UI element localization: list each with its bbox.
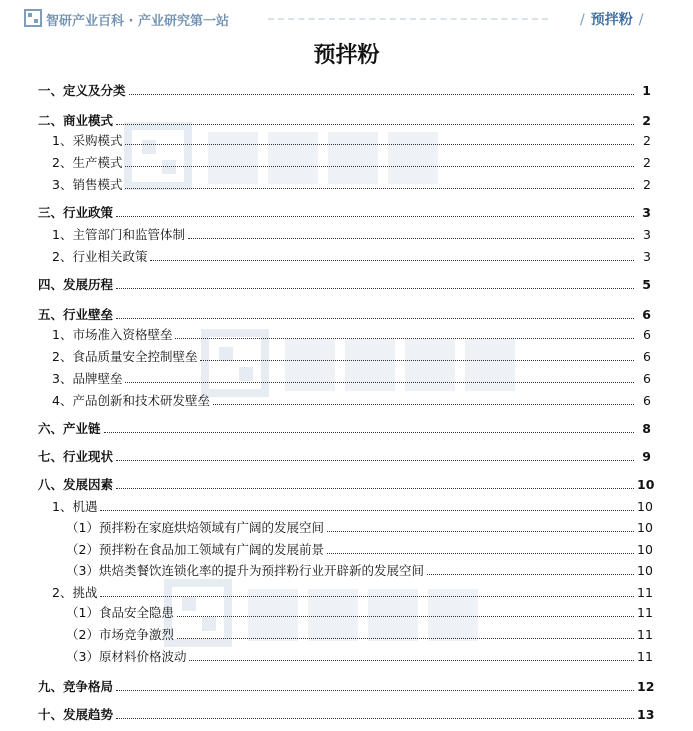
toc-subsection[interactable] bbox=[0, 580, 693, 600]
toc-dot-leader bbox=[175, 338, 634, 339]
brand-name: 智研产业百科 · 产业研究第一站 bbox=[46, 14, 229, 29]
toc-entry-label: 4、产品创新和技术研发壁垒 bbox=[52, 393, 210, 408]
toc-subsection[interactable] bbox=[0, 558, 693, 578]
toc-page-number: 10 bbox=[637, 563, 653, 578]
toc-section[interactable] bbox=[0, 272, 693, 292]
toc-dot-leader bbox=[150, 260, 634, 261]
toc-dot-leader bbox=[116, 460, 634, 461]
toc-dot-leader bbox=[116, 718, 634, 719]
toc-entry-label: 2、生产模式 bbox=[52, 155, 123, 170]
toc-page-number: 11 bbox=[637, 649, 653, 664]
page-title: 预拌粉 bbox=[313, 42, 380, 68]
toc-entry-label: 一、定义及分类 bbox=[38, 83, 126, 98]
toc-section[interactable] bbox=[0, 674, 693, 694]
toc-entry-label: 2、食品质量安全控制壁垒 bbox=[52, 349, 198, 364]
toc-page-number: 6 bbox=[643, 371, 651, 386]
toc-dot-leader bbox=[327, 531, 634, 532]
toc-dot-leader bbox=[116, 318, 634, 319]
toc-entry-label: （3）烘焙类餐饮连锁化率的提升为预拌粉行业开辟新的发展空间 bbox=[66, 563, 424, 578]
toc-entry-label: 十、发展趋势 bbox=[38, 707, 114, 722]
toc-dot-leader bbox=[125, 166, 634, 167]
toc-dot-leader bbox=[189, 660, 634, 661]
toc-page-number: 1 bbox=[642, 83, 651, 98]
toc-entry-label: 3、销售模式 bbox=[52, 177, 123, 192]
toc-subsection[interactable] bbox=[0, 622, 693, 642]
toc-page-number: 2 bbox=[643, 177, 651, 192]
toc-entry-label: 三、行业政策 bbox=[38, 205, 114, 220]
breadcrumb-separator-icon: / bbox=[638, 12, 644, 28]
toc-subsection[interactable] bbox=[0, 537, 693, 557]
toc-dot-leader bbox=[125, 188, 634, 189]
toc-entry-label: 七、行业现状 bbox=[38, 449, 114, 464]
toc-entry-label: （2）市场竞争激烈 bbox=[66, 627, 174, 642]
toc-dot-leader bbox=[100, 596, 634, 597]
toc-subsection[interactable] bbox=[0, 494, 693, 514]
toc-dot-leader bbox=[104, 432, 634, 433]
toc-subsection[interactable] bbox=[0, 600, 693, 620]
toc-entry-label: （1）食品安全隐患 bbox=[66, 605, 174, 620]
toc-dot-leader bbox=[188, 238, 634, 239]
toc-page-number: 8 bbox=[642, 421, 651, 436]
toc-dot-leader bbox=[177, 638, 634, 639]
toc-page-number: 11 bbox=[637, 627, 653, 642]
toc-entry-label: 1、主管部门和监管体制 bbox=[52, 227, 185, 242]
toc-subsection[interactable] bbox=[0, 515, 693, 535]
toc-dot-leader bbox=[129, 94, 634, 95]
toc-entry-label: （1）预拌粉在家庭烘焙领域有广阔的发展空间 bbox=[66, 520, 324, 535]
toc-dot-leader bbox=[116, 488, 634, 489]
toc-page-number: 2 bbox=[642, 113, 651, 128]
toc-subsection[interactable] bbox=[0, 366, 693, 386]
toc-page-number: 6 bbox=[643, 393, 651, 408]
toc-page-number: 2 bbox=[643, 155, 651, 170]
toc-entry-label: 2、挑战 bbox=[52, 585, 98, 600]
toc-subsection[interactable] bbox=[0, 128, 693, 148]
toc-dot-leader bbox=[100, 510, 634, 511]
toc-page-number: 13 bbox=[637, 707, 655, 722]
toc-page-number: 12 bbox=[637, 679, 655, 694]
toc-entry-label: 六、产业链 bbox=[38, 421, 101, 436]
toc-entry-label: 3、品牌壁垒 bbox=[52, 371, 123, 386]
toc-dot-leader bbox=[200, 360, 634, 361]
toc-page-number: 9 bbox=[642, 449, 651, 464]
toc-entry-label: 1、市场准入资格壁垒 bbox=[52, 327, 173, 342]
toc-page-number: 3 bbox=[643, 227, 651, 242]
toc-entry-label: 八、发展因素 bbox=[38, 477, 114, 492]
toc-dot-leader bbox=[116, 690, 634, 691]
toc-dot-leader bbox=[427, 574, 634, 575]
toc-subsection[interactable] bbox=[0, 172, 693, 192]
toc-section[interactable] bbox=[0, 78, 693, 98]
toc-subsection[interactable] bbox=[0, 150, 693, 170]
toc-page-number: 3 bbox=[643, 249, 651, 264]
toc-section[interactable] bbox=[0, 108, 693, 128]
toc-dot-leader bbox=[213, 404, 634, 405]
toc-page-number: 6 bbox=[643, 327, 651, 342]
toc-dot-leader bbox=[327, 553, 634, 554]
toc-subsection[interactable] bbox=[0, 222, 693, 242]
toc-section[interactable] bbox=[0, 302, 693, 322]
toc-page-number: 6 bbox=[643, 349, 651, 364]
toc-entry-label: 四、发展历程 bbox=[38, 277, 114, 292]
toc-subsection[interactable] bbox=[0, 344, 693, 364]
toc-page-number: 6 bbox=[642, 307, 651, 322]
toc-page-number: 2 bbox=[643, 133, 651, 148]
toc-page-number: 10 bbox=[637, 542, 653, 557]
toc-page-number: 11 bbox=[637, 585, 653, 600]
toc-dot-leader bbox=[116, 216, 634, 217]
toc-entry-label: 五、行业壁垒 bbox=[38, 307, 114, 322]
toc-page-number: 11 bbox=[637, 605, 653, 620]
toc-dot-leader bbox=[116, 124, 634, 125]
toc-page-number: 5 bbox=[642, 277, 651, 292]
toc-dot-leader bbox=[116, 288, 634, 289]
toc-subsection[interactable] bbox=[0, 644, 693, 664]
toc-entry-label: （3）原材料价格波动 bbox=[66, 649, 187, 664]
toc-page-number: 10 bbox=[637, 499, 653, 514]
toc-section[interactable] bbox=[0, 702, 693, 722]
breadcrumb-current[interactable]: 预拌粉 bbox=[590, 12, 633, 28]
toc-section[interactable] bbox=[0, 472, 693, 492]
toc-section[interactable] bbox=[0, 444, 693, 464]
toc-page-number: 10 bbox=[637, 520, 653, 535]
toc-entry-label: 九、竞争格局 bbox=[38, 679, 114, 694]
toc-subsection[interactable] bbox=[0, 244, 693, 264]
toc-page-number: 10 bbox=[637, 477, 655, 492]
toc-entry-label: 1、采购模式 bbox=[52, 133, 123, 148]
toc-entry-label: 二、商业模式 bbox=[38, 113, 114, 128]
toc-entry-label: 1、机遇 bbox=[52, 499, 98, 514]
toc-entry-label: （2）预拌粉在食品加工领域有广阔的发展前景 bbox=[66, 542, 324, 557]
toc-dot-leader bbox=[125, 382, 634, 383]
toc-section[interactable] bbox=[0, 416, 693, 436]
breadcrumb-separator-icon: / bbox=[580, 12, 585, 28]
toc-dot-leader bbox=[177, 616, 634, 617]
toc-page-number: 3 bbox=[642, 205, 651, 220]
toc-entry-label: 2、行业相关政策 bbox=[52, 249, 148, 264]
toc-section[interactable] bbox=[0, 200, 693, 220]
toc-subsection[interactable] bbox=[0, 322, 693, 342]
toc-dot-leader bbox=[125, 144, 634, 145]
toc-subsection[interactable] bbox=[0, 388, 693, 408]
